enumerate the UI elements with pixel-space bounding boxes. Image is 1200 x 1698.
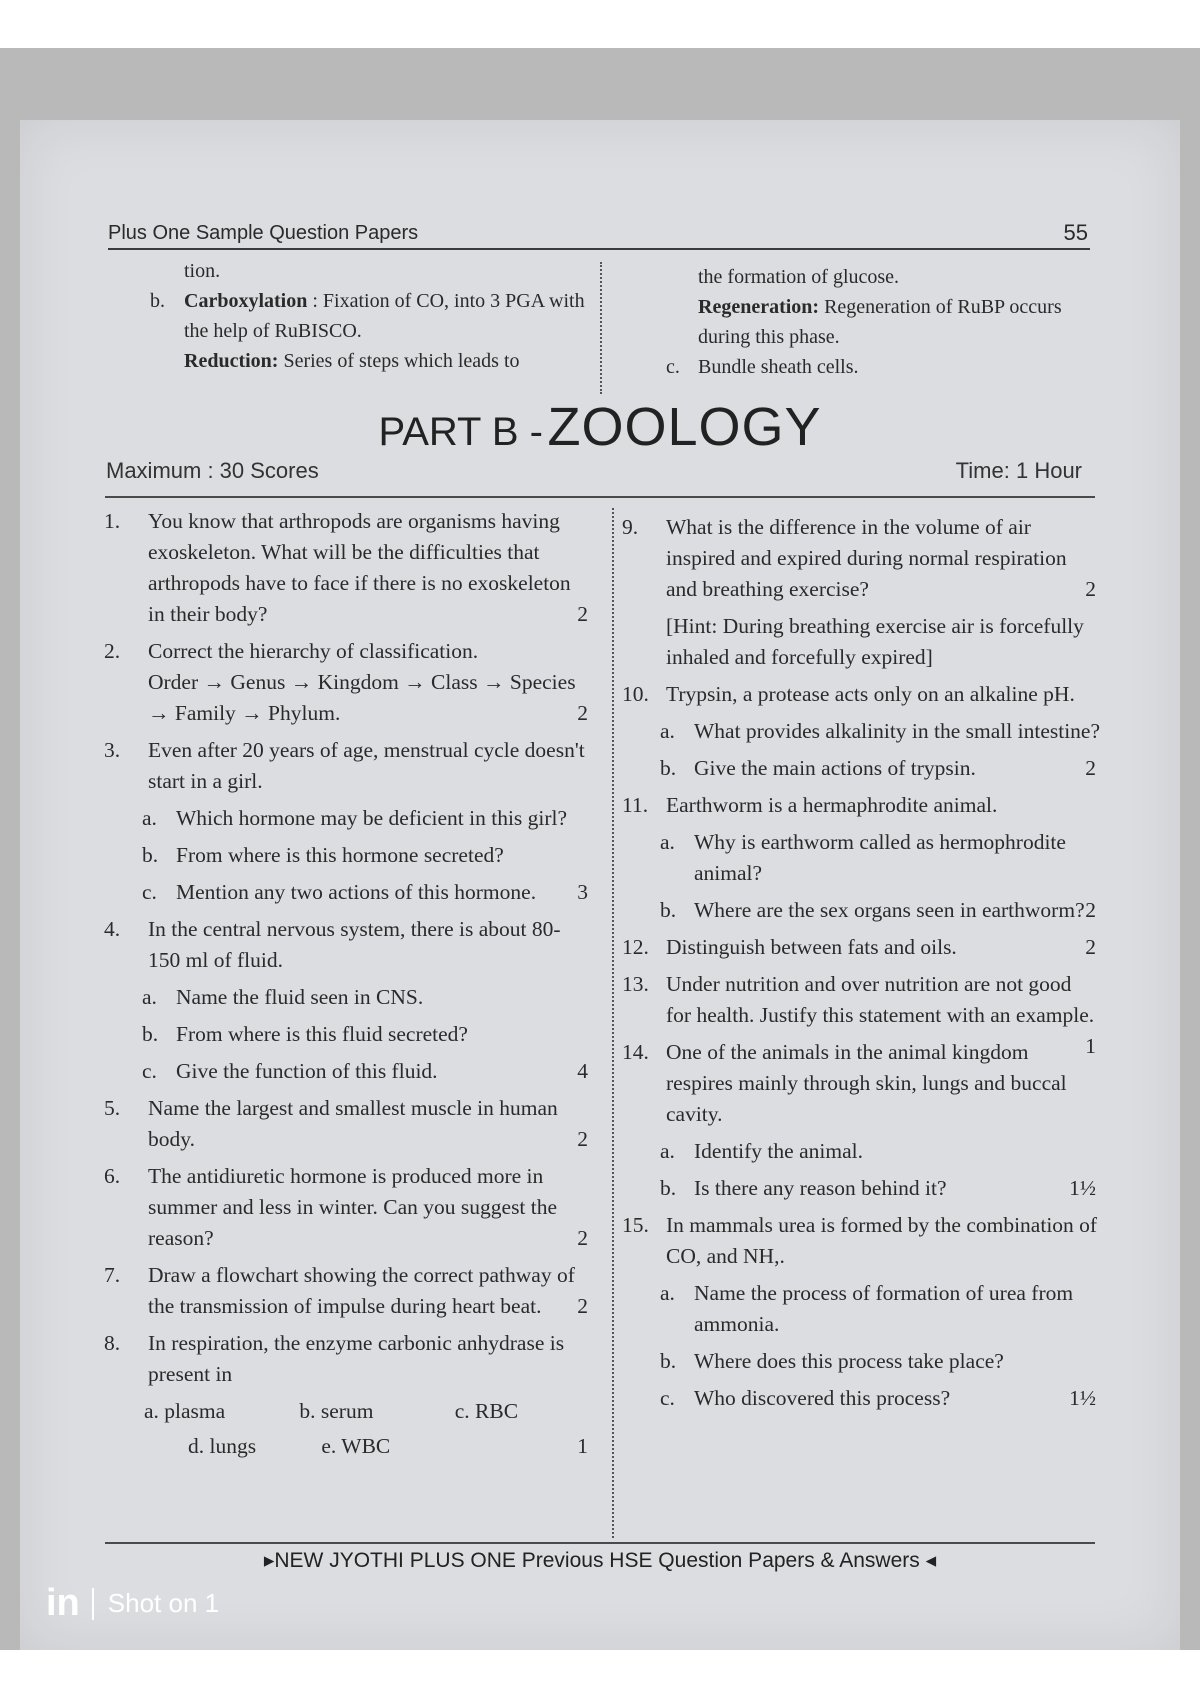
sub-label: a. [142, 985, 157, 1009]
hierarchy-sequence: Order → Genus → Kingdom → Class → Species → Family → Phylum. [148, 670, 576, 725]
question-number: 15. [622, 1213, 649, 1237]
question-8-options [144, 1396, 592, 1427]
sub-text: Give the function of this fluid. [176, 1059, 438, 1083]
marks: 2 [577, 701, 588, 725]
term-reduction: Reduction: [184, 350, 279, 372]
sub-label: a. [660, 1281, 675, 1305]
question-2 [104, 636, 592, 729]
item-text: : Fixation of CO, into 3 PGA with the help of RuBISCO. [184, 290, 585, 342]
question-12 [622, 932, 1100, 963]
camera-watermark [46, 1582, 219, 1625]
option-a: a. plasma [144, 1399, 226, 1423]
sub-label: a. [142, 806, 157, 830]
question-4c [142, 1056, 592, 1087]
question-4 [104, 914, 592, 976]
question-9 [622, 512, 1100, 605]
question-3b [142, 840, 592, 871]
section-rule [105, 496, 1095, 498]
question-number: 1. [104, 509, 121, 533]
watermark-text: Shot on 1 [107, 1588, 220, 1618]
marks: 2 [577, 1127, 588, 1151]
left-question-column [104, 506, 592, 1466]
question-text: You know that arthropods are organisms having exoskeleton. What will be the difficulties that arthropods have to face if there is no exoskeleton in their body? [148, 509, 571, 626]
right-question-column [622, 512, 1100, 1420]
item-text: Regeneration of RuBP occurs during this phase. [698, 296, 1062, 348]
sub-label: c. [142, 1059, 157, 1083]
sub-text: What provides alkalinity in the small intestine? [694, 719, 1101, 743]
marks: 2 [577, 1226, 588, 1250]
question-text: One of the animals in the animal kingdom respires mainly through skin, lungs and buccal cavity. [666, 1040, 1067, 1126]
option-b: b. serum [299, 1399, 374, 1423]
hint-text: [Hint: During breathing exercise air is forcefully inhaled and forcefully expired] [666, 614, 1084, 669]
question-15b [660, 1346, 1100, 1377]
continuation-left [150, 256, 590, 376]
question-text: In respiration, the enzyme carbonic anhydrase is present in [148, 1331, 565, 1386]
question-number: 9. [622, 515, 639, 539]
column-divider [612, 508, 614, 1538]
question-7 [104, 1260, 592, 1322]
book-title: Plus One Sample Question Papers [108, 222, 419, 244]
question-11a [660, 827, 1100, 889]
sub-label: a. [660, 830, 675, 854]
question-15a [660, 1278, 1100, 1340]
question-14b [660, 1173, 1100, 1204]
continuation-item-regeneration [666, 292, 1096, 352]
question-text: In the central nervous system, there is about 80-150 ml of fluid. [148, 917, 561, 972]
term-carboxylation: Carboxylation [184, 290, 308, 312]
footer-rule [105, 1542, 1095, 1544]
question-8 [104, 1328, 592, 1390]
option-e: e. WBC [321, 1434, 391, 1458]
option-c: c. RBC [454, 1399, 519, 1423]
question-3 [104, 735, 592, 797]
marks: 1½ [1069, 1386, 1096, 1410]
question-4a [142, 982, 592, 1013]
question-number: 6. [104, 1164, 121, 1188]
question-15 [622, 1210, 1100, 1272]
camera-logo: in [46, 1582, 80, 1624]
sub-label: c. [142, 880, 157, 904]
sub-text: Who discovered this process? [694, 1386, 951, 1410]
marks: 2 [1085, 577, 1096, 601]
question-text: Name the largest and smallest muscle in human body. [148, 1096, 558, 1151]
marks: 2 [577, 1294, 588, 1318]
sub-text: Name the fluid seen in CNS. [176, 985, 424, 1009]
question-3c [142, 877, 592, 908]
question-text: The antidiuretic hormone is produced more in summer and less in winter. Can you suggest the reason? [148, 1164, 558, 1250]
question-number: 11. [622, 793, 649, 817]
question-text: Distinguish between fats and oils. [666, 935, 957, 959]
page-number: 55 [1063, 220, 1088, 245]
sub-text: Mention any two actions of this hormone. [176, 880, 537, 904]
sub-label: b. [660, 1176, 677, 1200]
time-limit: Time: 1 Hour [955, 458, 1082, 483]
question-text: Even after 20 years of age, menstrual cycle doesn't start in a girl. [148, 738, 585, 793]
sub-text: Identify the animal. [694, 1139, 863, 1163]
sub-label: b. [142, 843, 159, 867]
question-number: 3. [104, 738, 121, 762]
item-label: c. [666, 356, 680, 378]
question-5 [104, 1093, 592, 1155]
question-text: Correct the hierarchy of classification. [148, 639, 479, 663]
question-number: 2. [104, 639, 121, 663]
question-number: 10. [622, 682, 649, 706]
item-text: Series of steps which leads to [278, 350, 520, 372]
question-number: 4. [104, 917, 121, 941]
marks: 3 [577, 880, 588, 904]
sub-label: b. [660, 898, 677, 922]
question-6 [104, 1161, 592, 1254]
watermark-divider [92, 1588, 94, 1620]
option-d: d. lungs [188, 1434, 257, 1458]
question-15c [660, 1383, 1100, 1414]
question-text: What is the difference in the volume of air inspired and expired during normal respiration and breathing exercise? [666, 515, 1067, 601]
question-text: Under nutrition and over nutrition are not good for health. Justify this statement with an example. [666, 972, 1095, 1027]
subject-title: ZOOLOGY [547, 397, 822, 457]
question-number: 12. [622, 935, 649, 959]
sub-text: Which hormone may be deficient in this girl? [176, 806, 568, 830]
marks: 2 [1085, 898, 1096, 922]
question-number: 5. [104, 1096, 121, 1120]
question-10b [660, 753, 1100, 784]
question-11b [660, 895, 1100, 926]
question-text: Trypsin, a protease acts only on an alkaline pH. [666, 682, 1075, 706]
question-text: Earthworm is a hermaphrodite animal. [666, 793, 998, 817]
marks: 1 [577, 1434, 588, 1458]
sub-label: c. [660, 1386, 675, 1410]
sub-text: Why is earthworm called as hermophrodite animal? [694, 830, 1066, 885]
question-14 [622, 1037, 1100, 1130]
question-text: In mammals urea is formed by the combination of CO, and NH,. [666, 1213, 1098, 1268]
question-9-hint [622, 611, 1100, 673]
marks: 1½ [1069, 1176, 1096, 1200]
sub-text: Where does this process take place? [694, 1349, 1004, 1373]
sub-label: b. [660, 756, 677, 780]
question-4b [142, 1019, 592, 1050]
question-10 [622, 679, 1100, 710]
sub-label: a. [660, 719, 675, 743]
item-text: Bundle sheath cells. [698, 356, 859, 378]
sub-label: b. [660, 1349, 677, 1373]
question-1 [104, 506, 592, 630]
question-11 [622, 790, 1100, 821]
sub-text: From where is this fluid secreted? [176, 1022, 468, 1046]
sub-label: a. [660, 1139, 675, 1163]
marks: 2 [1085, 935, 1096, 959]
question-10a [660, 716, 1100, 747]
max-scores: Maximum : 30 Scores [106, 458, 319, 483]
marks: 2 [577, 602, 588, 626]
continuation-right [666, 262, 1096, 382]
sub-text: Is there any reason behind it? [694, 1176, 947, 1200]
running-header [108, 220, 1090, 250]
sub-text: Name the process of formation of urea from ammonia. [694, 1281, 1074, 1336]
question-number: 13. [622, 972, 649, 996]
column-divider-top [600, 262, 602, 394]
question-text: Draw a flowchart showing the correct pathway of the transmission of impulse during heart beat. [148, 1263, 575, 1318]
continuation-item-b [150, 286, 590, 346]
question-14a [660, 1136, 1100, 1167]
footer-text: ▸NEW JYOTHI PLUS ONE Previous HSE Question Papers & Answers ◂ [263, 1549, 937, 1572]
continuation-item-reduction [150, 346, 590, 376]
question-number: 14. [622, 1040, 649, 1064]
continuation-line: the formation of glucose. [698, 266, 900, 288]
sub-text: From where is this hormone secreted? [176, 843, 504, 867]
section-title [0, 396, 1200, 458]
question-8-options-row2 [188, 1431, 592, 1462]
term-regeneration: Regeneration: [698, 296, 820, 318]
question-number: 8. [104, 1331, 121, 1355]
question-3a [142, 803, 592, 834]
continuation-item-c [666, 352, 1096, 382]
sub-label: b. [142, 1022, 159, 1046]
marks: 1 [1085, 1034, 1096, 1058]
sub-text: Give the main actions of trypsin. [694, 756, 976, 780]
question-number: 7. [104, 1263, 121, 1287]
marks: 4 [577, 1059, 588, 1083]
continuation-line: tion. [184, 260, 221, 282]
item-label: b. [150, 290, 165, 312]
sub-text: Where are the sex organs seen in earthworm? [694, 898, 1085, 922]
marks: 2 [1085, 756, 1096, 780]
part-label: PART B - [378, 410, 543, 454]
